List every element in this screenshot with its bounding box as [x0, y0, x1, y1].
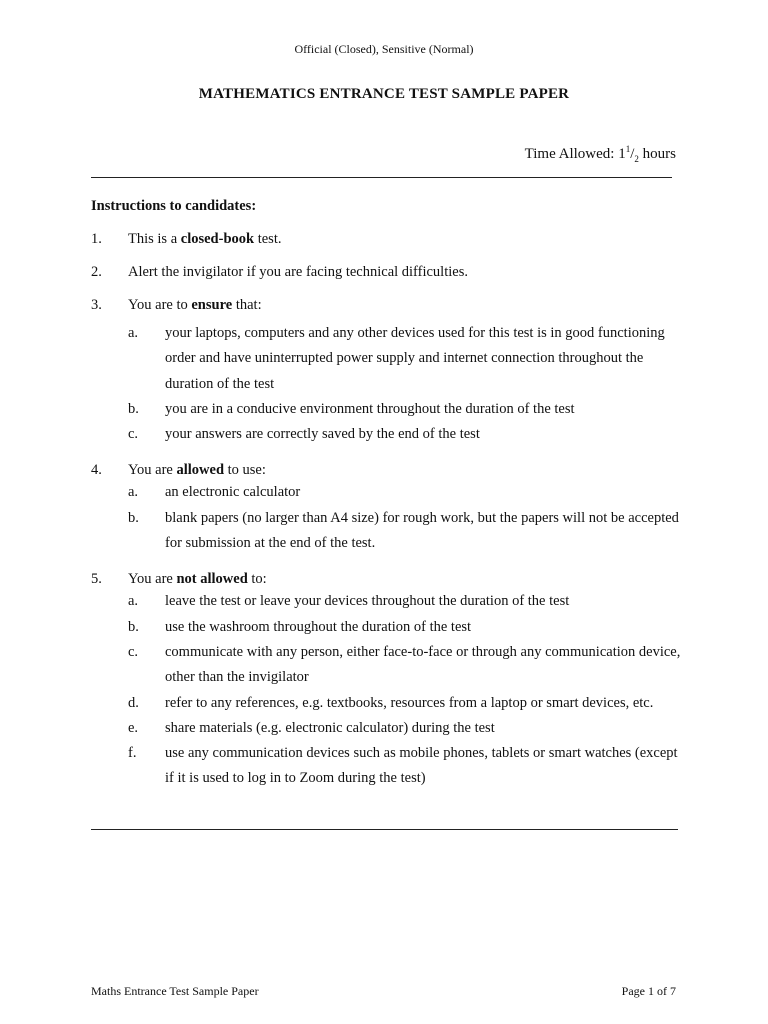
sub-item-text: your answers are correctly saved by the end of the test: [165, 426, 480, 443]
sub-item-text: blank papers (no larger than A4 size) for rough work, but the papers will not be accepted for submission at the end of the test.: [165, 509, 679, 552]
instruction-number: 1.: [91, 231, 102, 247]
sub-item-letter: a.: [128, 325, 139, 341]
sub-item-letter: f.: [128, 745, 137, 762]
time-slash: /: [630, 146, 635, 162]
instruction-item: [91, 262, 681, 282]
instruction-emphasis: closed-book: [180, 231, 255, 247]
bottom-divider: [91, 829, 678, 830]
sub-item-text: refer to any references, e.g. textbooks, resources from a laptop or smart devices, etc.: [165, 694, 654, 711]
instruction-text-part: You are: [128, 571, 177, 588]
instruction-number: 5.: [91, 571, 102, 588]
instruction-item: [91, 229, 681, 249]
classification-label: Official (Closed), Sensitive (Normal): [294, 42, 474, 56]
sub-item-letter: b.: [128, 400, 139, 417]
time-allowed-prefix: Time Allowed: 1: [524, 146, 626, 162]
sub-item-letter: c.: [128, 643, 139, 660]
page-title: MATHEMATICS ENTRANCE TEST SAMPLE PAPER: [198, 86, 570, 102]
sub-item-letter: e.: [128, 719, 139, 736]
instruction-text: [128, 569, 681, 589]
footer-page-number: Page 1 of 7: [621, 984, 676, 998]
sub-list: [91, 480, 681, 556]
sub-item: [91, 716, 681, 741]
sub-item-text: an electronic calculator: [165, 484, 301, 501]
time-denominator: 2: [634, 154, 639, 164]
sub-item: [91, 615, 681, 640]
instruction-emphasis: ensure: [191, 297, 233, 313]
instructions-section: [91, 196, 681, 805]
sub-item: [91, 741, 681, 792]
sub-item: [91, 480, 681, 505]
sub-item: [91, 640, 681, 691]
instruction-item: [91, 460, 681, 556]
instruction-text-part: You are to: [128, 297, 192, 313]
sub-item-letter: b.: [128, 509, 139, 526]
sub-item-letter: a.: [128, 484, 139, 501]
sub-item-text: you are in a conducive environment throughout the duration of the test: [165, 400, 575, 417]
instruction-text: [128, 295, 681, 315]
top-divider: [91, 177, 672, 178]
sub-item: [91, 422, 681, 447]
instruction-text-part: This is a: [128, 231, 181, 247]
sub-item: [91, 691, 681, 716]
sub-item-letter: a.: [128, 593, 139, 610]
instruction-number: 2.: [91, 264, 102, 280]
sub-item-text: use the washroom throughout the duration of the test: [165, 618, 472, 635]
sub-item-text: your laptops, computers and any other devices used for this test is in good functioning order and have uninterrupted power supply and internet connection throughout the duration of the test: [165, 325, 665, 392]
instruction-text-part: You are: [128, 462, 177, 479]
instruction-item: [91, 569, 681, 791]
time-suffix: hours: [638, 146, 676, 162]
instruction-item: [91, 295, 681, 447]
sub-item-text: use any communication devices such as mobile phones, tablets or smart watches (except if it is used to log in to Zoom during the test): [165, 745, 678, 787]
sub-item-text: share materials (e.g. electronic calculator) during the test: [165, 719, 495, 736]
sub-item-letter: d.: [128, 694, 139, 711]
footer-document-name: Maths Entrance Test Sample Paper: [91, 984, 259, 998]
sub-item: [91, 589, 681, 614]
sub-item: [91, 321, 681, 397]
instruction-text: Alert the invigilator if you are facing technical difficulties.: [128, 264, 468, 280]
sub-item-text: communicate with any person, either face-to-face or through any communication device, other than the invigilator: [165, 643, 681, 686]
sub-item: [91, 397, 681, 422]
sub-item-letter: c.: [128, 426, 139, 443]
sub-item: [91, 506, 681, 557]
instruction-text-part: test.: [254, 231, 282, 247]
sub-item-letter: b.: [128, 618, 139, 635]
instruction-text-part: that:: [232, 297, 262, 313]
instruction-text: [128, 460, 681, 480]
sub-item-text: leave the test or leave your devices throughout the duration of the test: [165, 593, 570, 610]
instruction-text-part: to:: [247, 571, 267, 588]
time-allowed: [525, 144, 676, 164]
time-numerator: 1: [625, 144, 631, 154]
instruction-number: 4.: [91, 462, 102, 479]
instruction-number: 3.: [91, 297, 102, 313]
instruction-text-part: to use:: [224, 462, 266, 479]
sub-list: [91, 589, 681, 791]
sub-list: [91, 321, 681, 447]
instruction-emphasis: allowed: [176, 462, 225, 479]
instruction-text: [128, 229, 681, 249]
instruction-emphasis: not allowed: [176, 571, 248, 588]
instructions-heading: Instructions to candidates:: [91, 198, 257, 214]
